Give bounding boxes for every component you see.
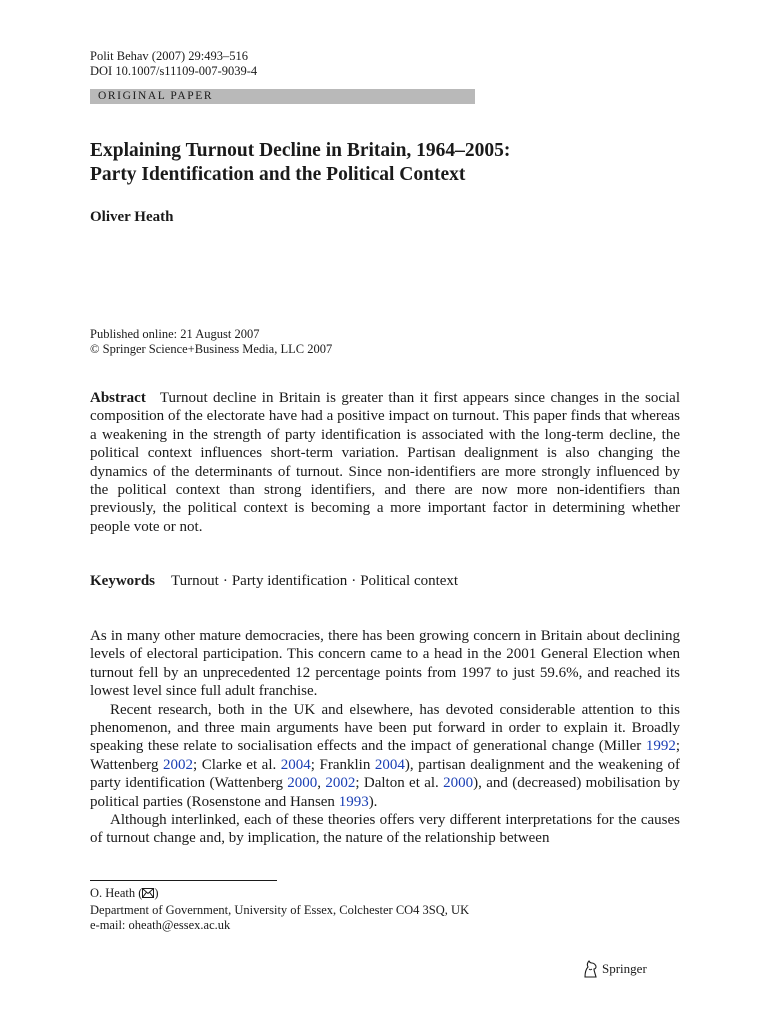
keywords-label: Keywords — [90, 573, 155, 589]
body-text — [90, 627, 680, 848]
section-band — [90, 89, 475, 104]
footnote-affiliation: Department of Government, University of Essex, Colchester CO4 3SQ, UK — [90, 902, 470, 917]
publisher-logo — [582, 960, 647, 978]
keyword-separator: · — [351, 573, 357, 589]
paper-title-line2: Party Identification and the Political Context — [90, 164, 466, 185]
publication-info — [90, 327, 332, 357]
author-footnote — [90, 886, 469, 934]
envelope-icon — [142, 887, 154, 903]
footnote-rule — [90, 880, 277, 881]
springer-horse-icon — [582, 960, 598, 978]
abstract-label: Abstract — [90, 390, 146, 406]
footnote-email[interactable]: e-mail: oheath@essex.ac.uk — [90, 918, 231, 932]
keyword-separator: · — [222, 573, 228, 589]
citation-link[interactable]: 2004 — [374, 756, 405, 773]
abstract — [90, 389, 680, 536]
journal-doi: DOI 10.1007/s11109-007-9039-4 — [90, 64, 258, 78]
published-date: Published online: 21 August 2007 — [90, 327, 260, 341]
keyword-1: Turnout — [171, 573, 219, 589]
publisher-name: Springer — [602, 961, 647, 976]
keyword-3: Political context — [360, 573, 459, 589]
body-paragraph-2: Recent research, both in the UK and elsewhere, has devoted considerable attention to this phenomenon, and three main arguments have been put forward in order to explain it. Broadly speaking these relate to socialisation effects and the impact of generational change (Miller 1992; Wattenberg 2002; Clarke et al. 2004; Franklin 2004), partisan dealignment and the weakening of party identification (Wattenberg 2000, 2002; Dalton et al. 2000), and (decreased) mobilisation by political parties (Rosenstone and Hansen 1993). — [90, 701, 681, 810]
citation-link[interactable]: 1992 — [645, 738, 676, 755]
citation-link[interactable]: 1993 — [338, 793, 369, 810]
journal-citation: Polit Behav (2007) 29:493–516 — [90, 49, 248, 63]
paper-title-line1: Explaining Turnout Decline in Britain, 1964–2005: — [90, 140, 511, 161]
journal-header — [90, 49, 257, 79]
citation-link[interactable]: 2002 — [325, 775, 356, 792]
citation-link[interactable]: 2000 — [287, 775, 318, 792]
author-name: Oliver Heath — [90, 209, 174, 225]
footnote-name: O. Heath ( ) — [90, 886, 469, 903]
body-paragraph-3: Although interlinked, each of these theories offers very different interpretations for the causes of turnout change and, by implication, the nature of the relationship between — [90, 812, 680, 847]
keyword-2: Party identification — [231, 573, 348, 589]
body-paragraph-1: As in many other mature democracies, there has been growing concern in Britain about declining levels of electoral participation. This concern came to a head in the 2001 General Election when turnout fell by an unprecedented 12 percentage points from 1997 to just 59.6%, and reached its lowest level since full adult franchise. — [90, 628, 680, 700]
citation-link[interactable]: 2000 — [443, 775, 474, 792]
citation-link[interactable]: 2004 — [280, 756, 311, 773]
paper-title — [90, 139, 510, 187]
abstract-text: Turnout decline in Britain is greater than it first appears since changes in the social composition of the electorate have had a positive impact on turnout. This paper finds that whereas a weakening in the strength of party identification is associated with the long-term decline, the political context influences short-term variation. Partisan dealignment is also changing the dynamics of the determinants of turnout. Since non-identifiers are more strongly influenced by the political context than strong identifiers, and there are now more non-identifiers than previously, the political context is becoming a more important factor in determining whether people vote or not. — [90, 390, 680, 535]
copyright-line: © Springer Science+Business Media, LLC 2007 — [90, 342, 333, 356]
keywords — [90, 573, 458, 590]
citation-link[interactable]: 2002 — [163, 756, 194, 773]
section-band-label: ORIGINAL PAPER — [98, 90, 214, 102]
